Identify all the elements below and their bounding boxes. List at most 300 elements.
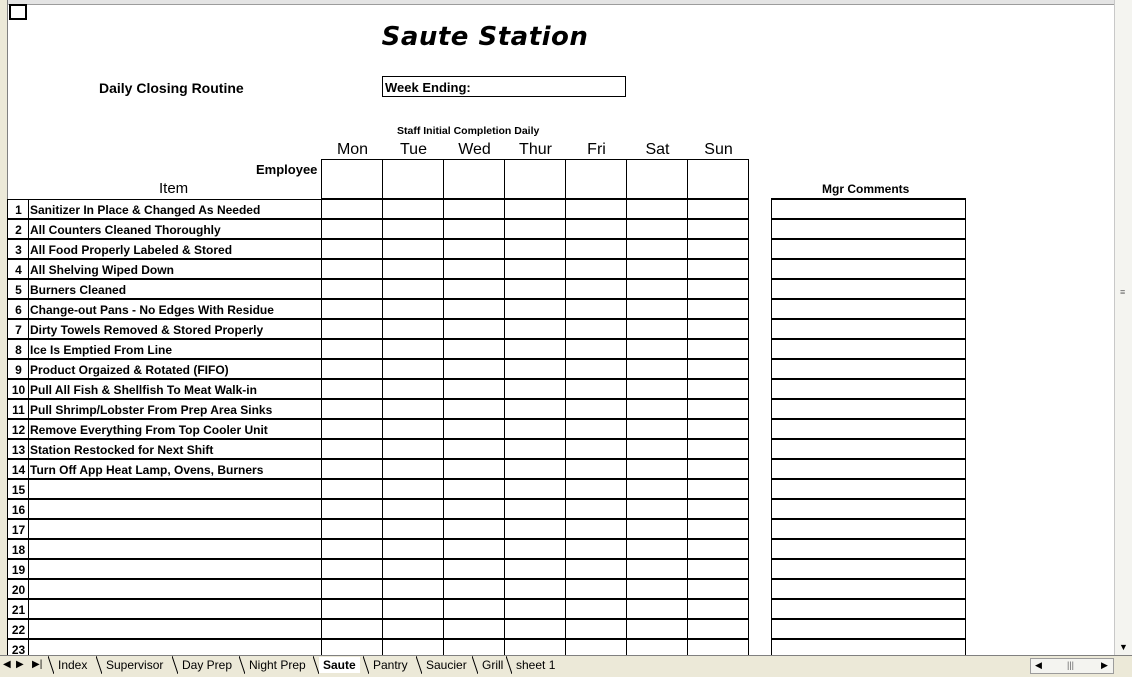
table-row xyxy=(8,360,749,380)
employee-initial-cell[interactable] xyxy=(565,159,627,199)
initial-cell-sat[interactable] xyxy=(626,479,688,499)
mgr-comment-cell[interactable] xyxy=(771,419,966,439)
mgr-comment-cell[interactable] xyxy=(771,559,966,579)
initial-cell-fri[interactable] xyxy=(565,459,627,479)
initial-cell-fri[interactable] xyxy=(565,599,627,619)
initial-cell-tue[interactable] xyxy=(382,519,444,539)
mgr-comment-cell[interactable] xyxy=(771,619,966,639)
table-row xyxy=(8,460,749,480)
item-text-cell[interactable] xyxy=(28,299,322,319)
initial-cell-tue[interactable] xyxy=(382,199,444,219)
initial-cell-sat[interactable] xyxy=(626,199,688,219)
initial-cell-fri[interactable] xyxy=(565,379,627,399)
initial-cell-tue[interactable] xyxy=(382,319,444,339)
initial-cell-sun[interactable] xyxy=(687,279,749,299)
sheet-tab-saucier[interactable]: Saucier xyxy=(426,658,467,672)
initial-cell-tue[interactable] xyxy=(382,299,444,319)
initial-cell-sun[interactable] xyxy=(687,359,749,379)
initial-cell-sat[interactable] xyxy=(626,299,688,319)
initial-cell-wed[interactable] xyxy=(443,219,505,239)
initial-cell-tue[interactable] xyxy=(382,379,444,399)
initial-cell-tue[interactable] xyxy=(382,339,444,359)
initial-cell-tue[interactable] xyxy=(382,559,444,579)
initial-cell-wed[interactable] xyxy=(443,359,505,379)
item-number: 19 xyxy=(11,563,26,577)
initial-cell-thur[interactable] xyxy=(504,199,566,219)
initial-cell-wed[interactable] xyxy=(443,239,505,259)
item-number-cell[interactable] xyxy=(7,439,29,459)
item-text: Dirty Towels Removed & Stored Properly xyxy=(30,323,264,337)
initial-cell-fri[interactable] xyxy=(565,579,627,599)
mgr-comment-cell[interactable] xyxy=(771,399,966,419)
employee-initial-cell[interactable] xyxy=(626,159,688,199)
initial-cell-sat[interactable] xyxy=(626,519,688,539)
item-number-cell[interactable] xyxy=(7,579,29,599)
employee-initial-cell[interactable] xyxy=(687,159,749,199)
initial-cell-wed[interactable] xyxy=(443,639,505,655)
item-text-cell[interactable] xyxy=(28,479,322,499)
initial-cell-thur[interactable] xyxy=(504,599,566,619)
sheet-tab-supervisor[interactable]: Supervisor xyxy=(106,658,164,672)
initial-cell-sun[interactable] xyxy=(687,639,749,655)
item-number-cell[interactable] xyxy=(7,399,29,419)
initial-cell-wed[interactable] xyxy=(443,479,505,499)
initial-cell-tue[interactable] xyxy=(382,499,444,519)
initial-cell-sat[interactable] xyxy=(626,319,688,339)
item-number-cell[interactable] xyxy=(7,339,29,359)
mgr-comment-cell[interactable] xyxy=(771,439,966,459)
item-number-cell[interactable] xyxy=(7,239,29,259)
item-number: 18 xyxy=(11,543,26,557)
initial-cell-wed[interactable] xyxy=(443,519,505,539)
mgr-comment-cell[interactable] xyxy=(771,379,966,399)
initial-cell-sun[interactable] xyxy=(687,439,749,459)
item-text: Pull Shrimp/Lobster From Prep Area Sinks xyxy=(30,403,273,417)
first-sheet-icon[interactable]: ◀ xyxy=(3,659,11,670)
mgr-comment-cell[interactable] xyxy=(771,459,966,479)
item-number-cell[interactable] xyxy=(7,299,29,319)
initial-cell-wed[interactable] xyxy=(443,419,505,439)
initial-cell-fri[interactable] xyxy=(565,419,627,439)
initial-cell-thur[interactable] xyxy=(504,339,566,359)
item-text: All Counters Cleaned Thoroughly xyxy=(30,223,221,237)
item-number-cell[interactable] xyxy=(7,279,29,299)
item-number-cell[interactable] xyxy=(7,499,29,519)
initial-cell-sat[interactable] xyxy=(626,219,688,239)
initial-cell-tue[interactable] xyxy=(382,539,444,559)
initial-cell-thur[interactable] xyxy=(504,559,566,579)
initial-cell-sun[interactable] xyxy=(687,339,749,359)
tab-separator xyxy=(506,656,512,674)
employee-initial-cell[interactable] xyxy=(443,159,505,199)
initial-cell-thur[interactable] xyxy=(504,259,566,279)
initial-cell-wed[interactable] xyxy=(443,299,505,319)
initial-cell-mon[interactable] xyxy=(321,319,383,339)
initial-cell-thur[interactable] xyxy=(504,399,566,419)
initial-cell-mon[interactable] xyxy=(321,419,383,439)
initial-cell-thur[interactable] xyxy=(504,619,566,639)
initial-cell-sat[interactable] xyxy=(626,339,688,359)
item-text-cell[interactable] xyxy=(28,459,322,479)
table-row xyxy=(8,520,749,540)
item-number: 16 xyxy=(11,503,26,517)
item-number: 1 xyxy=(15,203,22,217)
initial-cell-fri[interactable] xyxy=(565,399,627,419)
staff-initial-note: Staff Initial Completion Daily xyxy=(397,125,540,137)
employee-initial-cell[interactable] xyxy=(321,159,383,199)
initial-cell-tue[interactable] xyxy=(382,279,444,299)
initial-cell-tue[interactable] xyxy=(382,219,444,239)
item-text-cell[interactable] xyxy=(28,279,322,299)
mgr-comment-cell[interactable] xyxy=(771,279,966,299)
initial-cell-mon[interactable] xyxy=(321,219,383,239)
initial-cell-tue[interactable] xyxy=(382,259,444,279)
item-number-cell[interactable] xyxy=(7,639,29,655)
initial-cell-thur[interactable] xyxy=(504,219,566,239)
initial-cell-tue[interactable] xyxy=(382,639,444,655)
initial-cell-fri[interactable] xyxy=(565,359,627,379)
initial-cell-fri[interactable] xyxy=(565,479,627,499)
initial-cell-sat[interactable] xyxy=(626,639,688,655)
initial-cell-wed[interactable] xyxy=(443,599,505,619)
initial-cell-sat[interactable] xyxy=(626,599,688,619)
initial-cell-wed[interactable] xyxy=(443,399,505,419)
initial-cell-mon[interactable] xyxy=(321,519,383,539)
initial-cell-sat[interactable] xyxy=(626,359,688,379)
item-number-cell[interactable] xyxy=(7,379,29,399)
initial-cell-wed[interactable] xyxy=(443,319,505,339)
initial-cell-sun[interactable] xyxy=(687,219,749,239)
scroll-right-icon[interactable]: ▶ xyxy=(1101,660,1108,670)
item-text-cell[interactable] xyxy=(28,419,322,439)
mgr-comment-cell[interactable] xyxy=(771,199,966,219)
initial-cell-wed[interactable] xyxy=(443,539,505,559)
initial-cell-mon[interactable] xyxy=(321,579,383,599)
initial-cell-wed[interactable] xyxy=(443,339,505,359)
item-text-cell[interactable] xyxy=(28,619,322,639)
initial-cell-mon[interactable] xyxy=(321,239,383,259)
initial-cell-thur[interactable] xyxy=(504,239,566,259)
initial-cell-fri[interactable] xyxy=(565,619,627,639)
initial-cell-mon[interactable] xyxy=(321,259,383,279)
initial-cell-sun[interactable] xyxy=(687,559,749,579)
initial-cell-mon[interactable] xyxy=(321,459,383,479)
initial-cell-fri[interactable] xyxy=(565,259,627,279)
initial-cell-thur[interactable] xyxy=(504,479,566,499)
initial-cell-sat[interactable] xyxy=(626,399,688,419)
initial-cell-sun[interactable] xyxy=(687,199,749,219)
initial-cell-thur[interactable] xyxy=(504,639,566,655)
mgr-comment-cell[interactable] xyxy=(771,319,966,339)
mgr-header-border xyxy=(771,198,966,200)
initial-cell-sat[interactable] xyxy=(626,259,688,279)
initial-cell-wed[interactable] xyxy=(443,559,505,579)
initial-cell-tue[interactable] xyxy=(382,579,444,599)
initial-cell-thur[interactable] xyxy=(504,319,566,339)
horizontal-scrollbar[interactable] xyxy=(1030,658,1114,674)
initial-cell-sat[interactable] xyxy=(626,579,688,599)
item-text-cell[interactable] xyxy=(28,439,322,459)
item-text-cell[interactable] xyxy=(28,239,322,259)
item-text-cell[interactable] xyxy=(28,539,322,559)
initial-cell-thur[interactable] xyxy=(504,459,566,479)
initial-cell-sun[interactable] xyxy=(687,299,749,319)
initial-cell-thur[interactable] xyxy=(504,579,566,599)
day-header-fri: Fri xyxy=(587,141,606,158)
item-number-cell[interactable] xyxy=(7,539,29,559)
scroll-left-icon[interactable]: ◀ xyxy=(1035,660,1042,670)
initial-cell-mon[interactable] xyxy=(321,639,383,655)
table-row xyxy=(8,240,749,260)
item-number-cell[interactable] xyxy=(7,519,29,539)
mgr-comment-cell[interactable] xyxy=(771,579,966,599)
initial-cell-thur[interactable] xyxy=(504,419,566,439)
mgr-comment-cell[interactable] xyxy=(771,359,966,379)
routine-subtitle: Daily Closing Routine xyxy=(99,80,244,96)
initial-cell-sat[interactable] xyxy=(626,379,688,399)
employee-initial-cell[interactable] xyxy=(382,159,444,199)
initial-cell-mon[interactable] xyxy=(321,439,383,459)
initial-cell-fri[interactable] xyxy=(565,279,627,299)
table-row xyxy=(8,200,749,220)
initial-cell-mon[interactable] xyxy=(321,199,383,219)
item-number-cell[interactable] xyxy=(7,599,29,619)
table-row xyxy=(8,580,749,600)
item-text-cell[interactable] xyxy=(28,379,322,399)
day-header-tue: Tue xyxy=(400,141,427,158)
item-number-cell[interactable] xyxy=(7,459,29,479)
item-text-cell[interactable] xyxy=(28,219,322,239)
next-sheet-icon[interactable]: ▶ xyxy=(16,659,24,670)
initial-cell-tue[interactable] xyxy=(382,359,444,379)
item-text-cell[interactable] xyxy=(28,319,322,339)
item-number-cell[interactable] xyxy=(7,199,29,219)
initial-cell-sun[interactable] xyxy=(687,579,749,599)
initial-cell-fri[interactable] xyxy=(565,199,627,219)
item-text: Station Restocked for Next Shift xyxy=(30,443,214,457)
page-title: Saute Station xyxy=(381,22,589,52)
initial-cell-wed[interactable] xyxy=(443,259,505,279)
column-header-strip xyxy=(0,0,1114,5)
item-text-cell[interactable] xyxy=(28,519,322,539)
initial-cell-mon[interactable] xyxy=(321,499,383,519)
initial-cell-mon[interactable] xyxy=(321,599,383,619)
initial-cell-sat[interactable] xyxy=(626,539,688,559)
item-text-cell[interactable] xyxy=(28,639,322,655)
item-text-cell[interactable] xyxy=(28,359,322,379)
item-text-cell[interactable] xyxy=(28,399,322,419)
item-text-cell[interactable] xyxy=(28,579,322,599)
sheet-tab-pantry[interactable]: Pantry xyxy=(373,658,408,672)
initial-cell-sun[interactable] xyxy=(687,519,749,539)
day-header-mon: Mon xyxy=(336,141,369,158)
item-number-cell[interactable] xyxy=(7,479,29,499)
initial-cell-thur[interactable] xyxy=(504,539,566,559)
mgr-comment-cell[interactable] xyxy=(771,599,966,619)
initial-cell-thur[interactable] xyxy=(504,359,566,379)
initial-cell-mon[interactable] xyxy=(321,299,383,319)
initial-cell-fri[interactable] xyxy=(565,339,627,359)
item-number-cell[interactable] xyxy=(7,359,29,379)
tab-separator xyxy=(363,656,369,674)
sheet-tab-index[interactable]: Index xyxy=(58,658,88,672)
item-number: 11 xyxy=(12,403,25,417)
table-row xyxy=(8,380,749,400)
item-text-cell[interactable] xyxy=(28,599,322,619)
item-text-cell[interactable] xyxy=(28,559,322,579)
employee-label: Employee xyxy=(256,162,318,177)
mgr-comment-cell[interactable] xyxy=(771,259,966,279)
sheet-tab-day-prep[interactable]: Day Prep xyxy=(182,658,233,672)
initial-cell-mon[interactable] xyxy=(321,559,383,579)
table-row xyxy=(8,620,749,640)
initial-cell-wed[interactable] xyxy=(443,459,505,479)
sheet-tab-sheet-1[interactable]: sheet 1 xyxy=(516,658,556,672)
item-number-cell[interactable] xyxy=(7,419,29,439)
initial-cell-tue[interactable] xyxy=(382,239,444,259)
item-number: 15 xyxy=(11,483,26,497)
table-row xyxy=(8,540,749,560)
initial-cell-fri[interactable] xyxy=(565,639,627,655)
initial-cell-fri[interactable] xyxy=(565,519,627,539)
item-number-cell[interactable] xyxy=(7,219,29,239)
scroll-down-icon[interactable]: ▼ xyxy=(1119,642,1128,652)
initial-cell-sun[interactable] xyxy=(687,459,749,479)
initial-cell-sun[interactable] xyxy=(687,599,749,619)
item-text-cell[interactable] xyxy=(28,339,322,359)
item-number-cell[interactable] xyxy=(7,319,29,339)
initial-cell-fri[interactable] xyxy=(565,539,627,559)
initial-cell-sat[interactable] xyxy=(626,559,688,579)
table-row xyxy=(8,500,749,520)
item-number: 21 xyxy=(11,603,26,617)
initial-cell-wed[interactable] xyxy=(443,619,505,639)
initial-cell-sun[interactable] xyxy=(687,379,749,399)
initial-cell-mon[interactable] xyxy=(321,479,383,499)
initial-cell-sun[interactable] xyxy=(687,479,749,499)
day-header-sat: Sat xyxy=(645,141,670,158)
initial-cell-sat[interactable] xyxy=(626,439,688,459)
initial-cell-tue[interactable] xyxy=(382,399,444,419)
mgr-comment-cell[interactable] xyxy=(771,339,966,359)
mgr-comment-cell[interactable] xyxy=(771,219,966,239)
initial-cell-fri[interactable] xyxy=(565,559,627,579)
initial-cell-thur[interactable] xyxy=(504,499,566,519)
initial-cell-wed[interactable] xyxy=(443,499,505,519)
initial-cell-sun[interactable] xyxy=(687,499,749,519)
mgr-comment-cell[interactable] xyxy=(771,539,966,559)
initial-cell-tue[interactable] xyxy=(382,439,444,459)
table-row xyxy=(8,440,749,460)
mgr-comment-cell[interactable] xyxy=(771,299,966,319)
initial-cell-mon[interactable] xyxy=(321,339,383,359)
item-number-cell[interactable] xyxy=(7,559,29,579)
initial-cell-mon[interactable] xyxy=(321,539,383,559)
item-text-cell[interactable] xyxy=(28,199,322,219)
initial-cell-sun[interactable] xyxy=(687,539,749,559)
item-text-cell[interactable] xyxy=(28,259,322,279)
initial-cell-sun[interactable] xyxy=(687,319,749,339)
initial-cell-wed[interactable] xyxy=(443,199,505,219)
mgr-comment-cell[interactable] xyxy=(771,519,966,539)
initial-cell-fri[interactable] xyxy=(565,299,627,319)
initial-cell-mon[interactable] xyxy=(321,379,383,399)
initial-cell-thur[interactable] xyxy=(504,519,566,539)
mgr-comment-cell[interactable] xyxy=(771,639,966,655)
table-row xyxy=(8,320,749,340)
initial-cell-wed[interactable] xyxy=(443,279,505,299)
initial-cell-sat[interactable] xyxy=(626,419,688,439)
initial-cell-wed[interactable] xyxy=(443,379,505,399)
initial-cell-sun[interactable] xyxy=(687,259,749,279)
initial-cell-tue[interactable] xyxy=(382,619,444,639)
initial-cell-sun[interactable] xyxy=(687,399,749,419)
week-ending-cell[interactable]: Week Ending: xyxy=(382,76,626,97)
initial-cell-fri[interactable] xyxy=(565,499,627,519)
item-text: Turn Off App Heat Lamp, Ovens, Burners xyxy=(30,463,264,477)
active-cell-selection[interactable] xyxy=(9,4,27,20)
initial-cell-thur[interactable] xyxy=(504,299,566,319)
day-header-wed: Wed xyxy=(458,141,491,158)
sheet-tab-saute[interactable]: Saute xyxy=(319,657,360,673)
initial-cell-thur[interactable] xyxy=(504,379,566,399)
initial-cell-mon[interactable] xyxy=(321,399,383,419)
employee-initial-cell[interactable] xyxy=(504,159,566,199)
initial-cell-fri[interactable] xyxy=(565,219,627,239)
initial-cell-thur[interactable] xyxy=(504,279,566,299)
initial-cell-tue[interactable] xyxy=(382,479,444,499)
initial-cell-sun[interactable] xyxy=(687,619,749,639)
table-row xyxy=(8,260,749,280)
mgr-comment-cell[interactable] xyxy=(771,499,966,519)
initial-cell-sat[interactable] xyxy=(626,499,688,519)
tab-separator xyxy=(416,656,422,674)
item-number-cell[interactable] xyxy=(7,619,29,639)
initial-cell-sat[interactable] xyxy=(626,459,688,479)
initial-cell-fri[interactable] xyxy=(565,239,627,259)
sheet-tab-grill[interactable]: Grill xyxy=(482,658,504,672)
item-number-cell[interactable] xyxy=(7,259,29,279)
initial-cell-thur[interactable] xyxy=(504,439,566,459)
vertical-scrollbar[interactable] xyxy=(1114,0,1132,655)
mgr-comment-cell[interactable] xyxy=(771,479,966,499)
initial-cell-wed[interactable] xyxy=(443,579,505,599)
initial-cell-sat[interactable] xyxy=(626,619,688,639)
table-row xyxy=(8,600,749,620)
initial-cell-wed[interactable] xyxy=(443,439,505,459)
initial-cell-fri[interactable] xyxy=(565,319,627,339)
initial-cell-tue[interactable] xyxy=(382,599,444,619)
table-row xyxy=(8,400,749,420)
initial-cell-tue[interactable] xyxy=(382,419,444,439)
initial-cell-sat[interactable] xyxy=(626,239,688,259)
initial-cell-sun[interactable] xyxy=(687,419,749,439)
initial-cell-mon[interactable] xyxy=(321,279,383,299)
initial-cell-mon[interactable] xyxy=(321,619,383,639)
tab-separator xyxy=(239,656,245,674)
initial-cell-fri[interactable] xyxy=(565,439,627,459)
initial-cell-sat[interactable] xyxy=(626,279,688,299)
last-sheet-icon[interactable]: ▶| xyxy=(32,659,43,670)
initial-cell-tue[interactable] xyxy=(382,459,444,479)
initial-cell-sun[interactable] xyxy=(687,239,749,259)
sheet-tab-night-prep[interactable]: Night Prep xyxy=(249,658,306,672)
mgr-comment-cell[interactable] xyxy=(771,239,966,259)
item-text-cell[interactable] xyxy=(28,499,322,519)
item-text: All Food Properly Labeled & Stored xyxy=(30,243,233,257)
initial-cell-mon[interactable] xyxy=(321,359,383,379)
item-number: 6 xyxy=(15,303,22,317)
